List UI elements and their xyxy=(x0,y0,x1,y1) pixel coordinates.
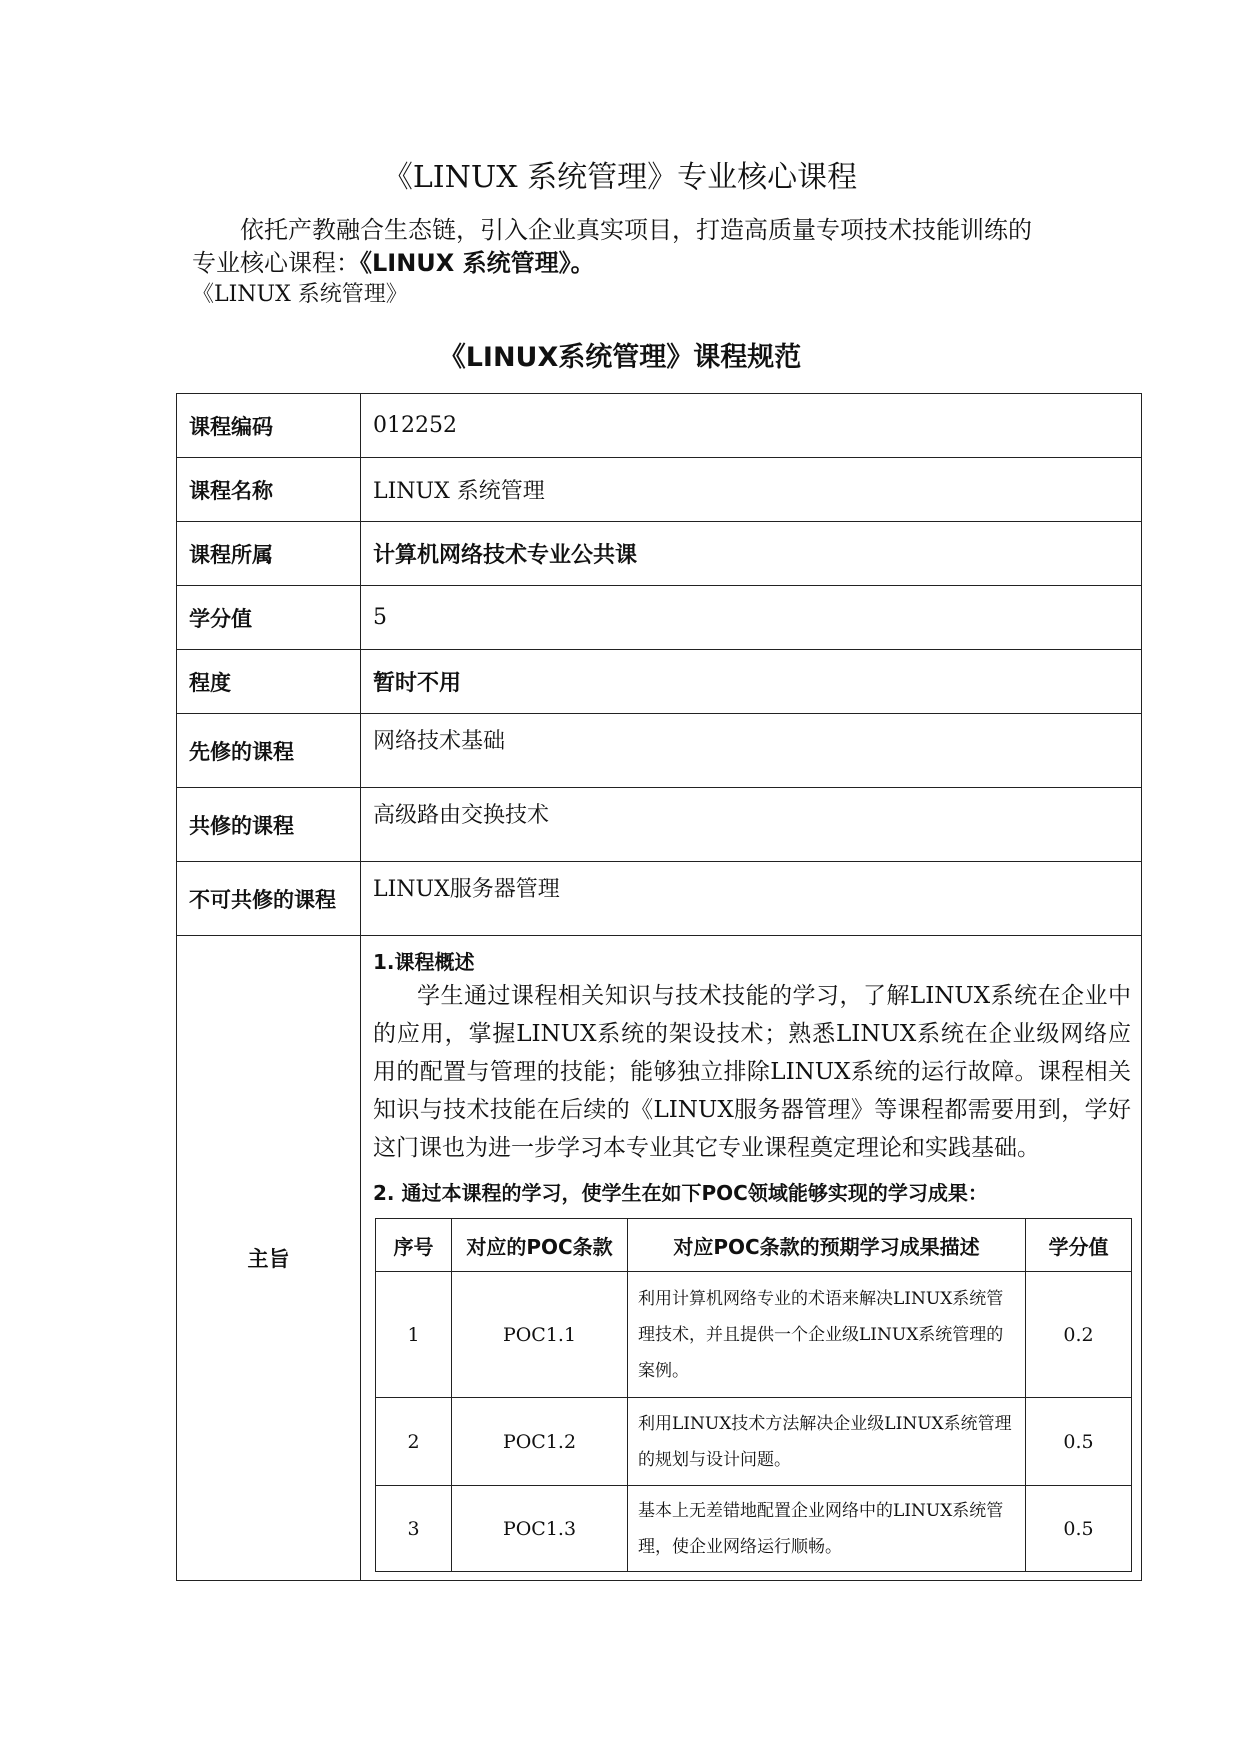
poc-no: 2 xyxy=(376,1398,452,1486)
row-corequisite xyxy=(177,788,1142,862)
page-title: 《LINUX 系统管理》专业核心课程 xyxy=(382,160,858,195)
poc-credit: 0.5 xyxy=(1026,1398,1132,1486)
poc-header-credit: 学分值 xyxy=(1026,1219,1132,1272)
label-course-name: 课程名称 xyxy=(177,458,361,522)
row-course-affiliation xyxy=(177,522,1142,586)
aim-content xyxy=(361,936,1142,1581)
value-corequisite: 高级路由交换技术 xyxy=(361,788,1142,862)
poc-desc: 利用计算机网络专业的术语来解决LINUX系统管理技术，并且提供一个企业级LINUX系统管理的案例。 xyxy=(628,1272,1026,1398)
intro-line-2-prefix: 专业核心课程： xyxy=(192,249,360,277)
value-credits: 5 xyxy=(361,586,1142,650)
value-course-code: 012252 xyxy=(361,394,1142,458)
table-row xyxy=(376,1398,1132,1486)
poc-outcomes-table xyxy=(375,1218,1132,1572)
poc-clause: POC1.3 xyxy=(452,1486,628,1572)
label-corequisite: 共修的课程 xyxy=(177,788,361,862)
overview-heading: 1.课程概述 xyxy=(373,950,475,974)
row-course-code xyxy=(177,394,1142,458)
value-prerequisite: 网络技术基础 xyxy=(361,714,1142,788)
poc-header-no: 序号 xyxy=(376,1219,452,1272)
poc-no: 3 xyxy=(376,1486,452,1572)
value-exclusion: LINUX服务器管理 xyxy=(361,862,1142,936)
intro-line-3: 《LINUX 系统管理》 xyxy=(192,282,408,307)
table-row xyxy=(376,1272,1132,1398)
row-course-name xyxy=(177,458,1142,522)
row-level xyxy=(177,650,1142,714)
value-course-name: LINUX 系统管理 xyxy=(361,458,1142,522)
row-exclusion xyxy=(177,862,1142,936)
label-credits: 学分值 xyxy=(177,586,361,650)
label-aim: 主旨 xyxy=(177,936,361,1581)
overview-text: 学生通过课程相关知识与技术技能的学习，了解LINUX系统在企业中的应用，掌握LINUX系统的架设技术；熟悉LINUX系统在企业级网络应用的配置与管理的技能；能够独立排除LINUX系统的运行故障。课程相关知识与技术技能在后续的《LINUX服务器管理》等课程都需要用到，学好这门课也为进一步学习本专业其它专业课程奠定理论和实践基础。 xyxy=(373,983,1131,1161)
row-credits xyxy=(177,586,1142,650)
label-prerequisite: 先修的课程 xyxy=(177,714,361,788)
poc-header-clause: 对应的POC条款 xyxy=(452,1219,628,1272)
course-spec-table xyxy=(176,393,1142,1581)
label-exclusion: 不可共修的课程 xyxy=(177,862,361,936)
value-level: 暂时不用 xyxy=(361,650,1142,714)
poc-credit: 0.5 xyxy=(1026,1486,1132,1572)
poc-clause: POC1.2 xyxy=(452,1398,628,1486)
table-row xyxy=(376,1486,1132,1572)
intro-line-2 xyxy=(192,247,1072,280)
label-course-code: 课程编码 xyxy=(177,394,361,458)
intro-line-1: 依托产教融合生态链，引入企业真实项目，打造高质量专项技术技能训练的 xyxy=(240,216,1032,244)
poc-credit: 0.2 xyxy=(1026,1272,1132,1398)
row-aim xyxy=(177,936,1142,1581)
label-level: 程度 xyxy=(177,650,361,714)
outcomes-heading: 2. 通过本课程的学习，使学生在如下POC领域能够实现的学习成果： xyxy=(373,1181,988,1205)
spec-title: 《LINUX系统管理》课程规范 xyxy=(438,342,802,373)
value-course-affiliation: 计算机网络技术专业公共课 xyxy=(361,522,1142,586)
intro-block xyxy=(192,214,1072,310)
row-prerequisite xyxy=(177,714,1142,788)
poc-desc: 基本上无差错地配置企业网络中的LINUX系统管理，使企业网络运行顺畅。 xyxy=(628,1486,1026,1572)
label-course-affiliation: 课程所属 xyxy=(177,522,361,586)
poc-header-row xyxy=(376,1219,1132,1272)
poc-desc: 利用LINUX技术方法解决企业级LINUX系统管理的规划与设计问题。 xyxy=(628,1398,1026,1486)
poc-no: 1 xyxy=(376,1272,452,1398)
intro-course-name: 《LINUX 系统管理》。 xyxy=(360,249,595,277)
poc-header-desc: 对应POC条款的预期学习成果描述 xyxy=(628,1219,1026,1272)
poc-clause: POC1.1 xyxy=(452,1272,628,1398)
